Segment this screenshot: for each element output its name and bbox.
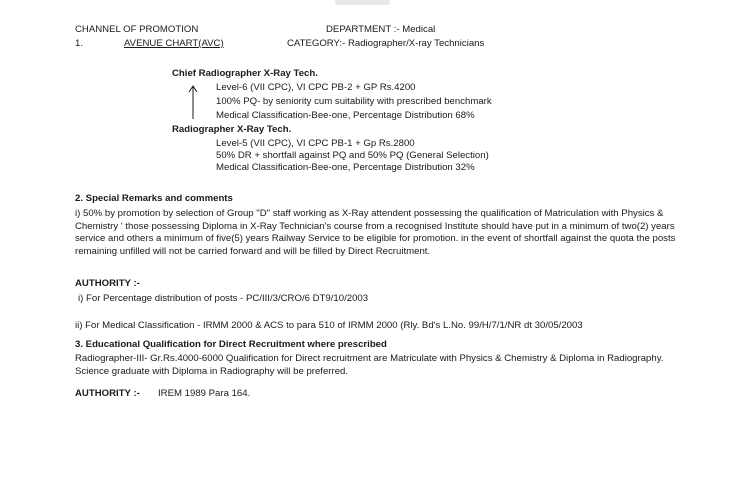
radiographer-medical: Medical Classification-Bee-one, Percentage Distribution 32%	[216, 162, 475, 173]
qualification-heading: 3. Educational Qualification for Direct Recruitment where prescribed	[75, 339, 387, 350]
avenue-chart-label: AVENUE CHART(AVC)	[124, 38, 224, 49]
radiographer-mode: 50% DR + shortfall against PQ and 50% PQ (General Selection)	[216, 150, 489, 161]
special-remarks-heading: 2. Special Remarks and comments	[75, 193, 233, 204]
qualification-authority-value: IREM 1989 Para 164.	[158, 388, 251, 399]
chief-radiographer-title: Chief Radiographer X-Ray Tech.	[172, 68, 318, 79]
radiographer-title: Radiographer X-Ray Tech.	[172, 124, 292, 135]
department-label: DEPARTMENT :- Medical	[326, 24, 436, 35]
scan-smudge	[335, 0, 390, 5]
item-number: 1.	[75, 38, 84, 49]
qualification-authority-label: AUTHORITY :-	[75, 388, 140, 399]
radiographer-level: Level-5 (VII CPC), VI CPC PB-1 + Gp Rs.2800	[216, 138, 415, 149]
channel-of-promotion-label: CHANNEL OF PROMOTION	[75, 24, 199, 35]
chief-radiographer-level: Level-6 (VII CPC), VI CPC PB-2 + GP Rs.4200	[216, 82, 416, 93]
authority-medical-classification: ii) For Medical Classification - IRMM 2000 & ACS to para 510 of IRMM 2000 (Rly. Bd's L.No. 99/H/7/1/NR dt 30/05/2003	[75, 320, 583, 331]
authority-percentage-distribution: i) For Percentage distribution of posts - PC/III/3/CRO/6 DT9/10/2003	[78, 293, 369, 304]
chief-radiographer-mode: 100% PQ- by seniority cum suitability with prescribed benchmark	[216, 96, 492, 107]
authority-heading: AUTHORITY :-	[75, 278, 140, 289]
promotion-arrow-icon	[187, 84, 199, 120]
qualification-text: Radiographer-III- Gr.Rs.4000-6000 Qualification for Direct recruitment are Matriculate with Physics & Chemistry & Diploma in Radiography. Science graduate with Diploma in Radiography will be preferred.	[75, 353, 664, 377]
chief-radiographer-medical: Medical Classification-Bee-one, Percentage Distribution 68%	[216, 110, 475, 121]
category-label: CATEGORY:- Radiographer/X-ray Technicians	[287, 38, 485, 49]
special-remarks-text: i) 50% by promotion by selection of Group "D" staff working as X-Ray attendent possessing the qualification of Matriculation with Physics & Chemistry ' those possessing Diploma in X-Ray Technician's course from a recognised Institute should have put in a minimum of two(2) years service and others a minimum of five(5) years Railway Service to be eligible for promotion. in the event of shortfall against the quota the posts remaining unfilled will not be carried forward and will be filled by Direct Recruitment.	[75, 208, 676, 257]
